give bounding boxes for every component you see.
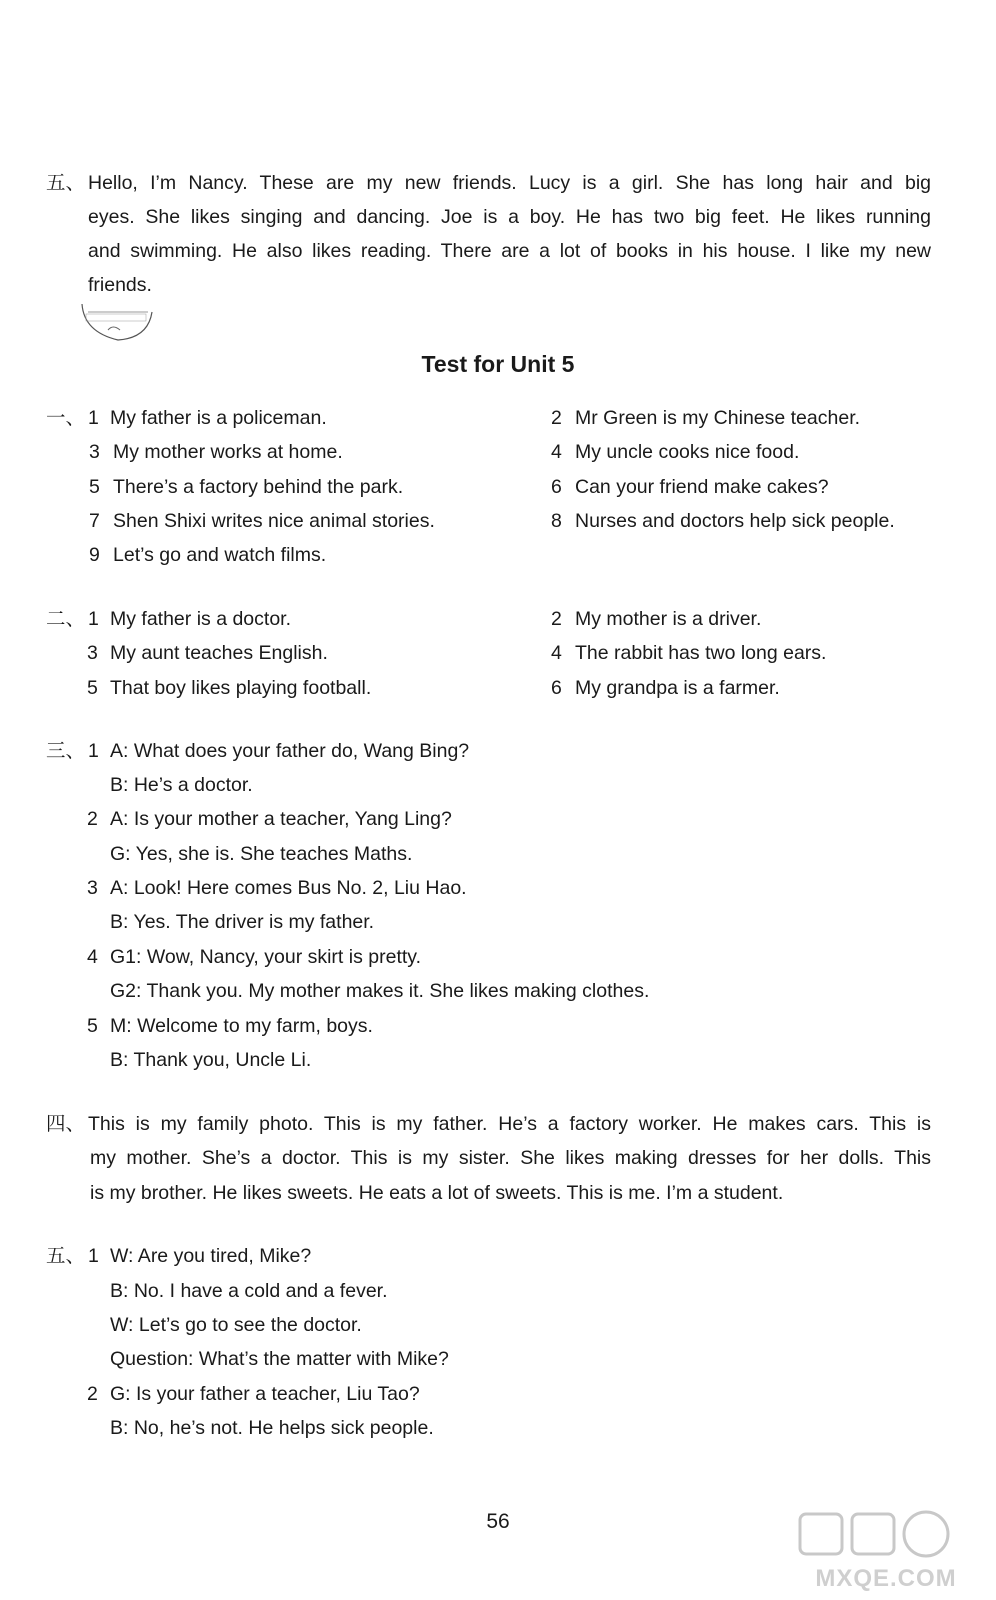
item-number: 1 xyxy=(88,608,99,630)
item-number: 1 xyxy=(88,407,99,429)
item-number: 4 xyxy=(87,946,98,968)
dialogue-line: M: Welcome to my farm, boys. xyxy=(110,1015,373,1037)
item-text: Mr Green is my Chinese teacher. xyxy=(575,407,861,429)
dialogue-line: G1: Wow, Nancy, your skirt is pretty. xyxy=(110,946,422,968)
item-number: 9 xyxy=(89,544,100,566)
passage-line: is my brother. He likes sweets. He eats a lot of sweets. This is me. I’m a student. xyxy=(90,1182,784,1204)
dialogue-line: B: Thank you, Uncle Li. xyxy=(110,1049,312,1071)
passage-line: Hello, I’m Nancy. These are my new friends. Lucy is a girl. She has long hair and big xyxy=(88,172,931,194)
item-number: 5 xyxy=(87,1015,98,1037)
dialogue-line: A: What does your father do, Wang Bing? xyxy=(110,740,470,762)
item-number: 6 xyxy=(551,476,562,498)
item-number: 1 xyxy=(88,740,99,762)
item-number: 3 xyxy=(87,877,98,899)
item-number: 5 xyxy=(89,476,100,498)
dialogue-line: Question: What’s the matter with Mike? xyxy=(110,1348,449,1370)
section-marker: 五、 xyxy=(46,1245,86,1267)
dialogue-line: B: No. I have a cold and a fever. xyxy=(110,1280,388,1302)
item-number: 6 xyxy=(551,677,562,699)
item-text: My father is a doctor. xyxy=(110,608,291,630)
passage-line: friends. xyxy=(88,274,152,296)
section-marker: 四、 xyxy=(46,1113,86,1135)
dialogue-line: A: Look! Here comes Bus No. 2, Liu Hao. xyxy=(110,877,467,899)
item-text: My mother works at home. xyxy=(113,441,343,463)
dialogue-line: W: Let’s go to see the doctor. xyxy=(110,1314,362,1336)
item-number: 7 xyxy=(89,510,100,532)
item-text: My father is a policeman. xyxy=(110,407,327,429)
dialogue-line: B: No, he’s not. He helps sick people. xyxy=(110,1417,434,1439)
item-number: 2 xyxy=(87,808,98,830)
item-number: 3 xyxy=(87,642,98,664)
passage-line: and swimming. He also likes reading. There are a lot of books in his house. I like my new xyxy=(88,240,931,262)
item-text: The rabbit has two long ears. xyxy=(575,642,827,664)
dialogue-line: B: Yes. The driver is my father. xyxy=(110,911,375,933)
item-number: 4 xyxy=(551,441,562,463)
item-text: Shen Shixi writes nice animal stories. xyxy=(113,510,435,532)
item-number: 8 xyxy=(551,510,562,532)
page-number: 56 xyxy=(486,1510,510,1533)
item-text: Nurses and doctors help sick people. xyxy=(575,510,895,532)
section-marker: 一、 xyxy=(46,407,86,429)
item-text: There’s a factory behind the park. xyxy=(113,476,404,498)
dialogue-line: B: He’s a doctor. xyxy=(110,774,253,796)
item-text: My mother is a driver. xyxy=(575,608,762,630)
item-number: 1 xyxy=(88,1245,99,1267)
dialogue-line: W: Are you tired, Mike? xyxy=(110,1245,312,1267)
passage-line: This is my family photo. This is my father. He’s a factory worker. He makes cars. This is xyxy=(88,1113,931,1135)
item-number: 3 xyxy=(89,441,100,463)
item-text: Let’s go and watch films. xyxy=(113,544,327,566)
section-marker: 五、 xyxy=(46,172,86,194)
section-marker: 三、 xyxy=(46,740,86,762)
dialogue-line: A: Is your mother a teacher, Yang Ling? xyxy=(110,808,452,830)
dialogue-line: G2: Thank you. My mother makes it. She likes making clothes. xyxy=(110,980,650,1002)
item-number: 5 xyxy=(87,677,98,699)
item-text: My uncle cooks nice food. xyxy=(575,441,800,463)
item-number: 2 xyxy=(87,1383,98,1405)
stamp-graphic xyxy=(78,282,156,348)
svg-text:MXQE.COM: MXQE.COM xyxy=(815,1565,957,1592)
item-number: 4 xyxy=(551,642,562,664)
item-number: 2 xyxy=(551,608,562,630)
item-number: 2 xyxy=(551,407,562,429)
dialogue-line: G: Is your father a teacher, Liu Tao? xyxy=(110,1383,420,1405)
item-text: My aunt teaches English. xyxy=(110,642,328,664)
section-marker: 二、 xyxy=(46,608,86,630)
item-text: Can your friend make cakes? xyxy=(575,476,829,498)
dialogue-line: G: Yes, she is. She teaches Maths. xyxy=(110,843,413,865)
passage-line: eyes. She likes singing and dancing. Joe is a boy. He has two big feet. He likes running xyxy=(88,206,931,228)
watermark-logo xyxy=(786,1506,986,1596)
item-text: My grandpa is a farmer. xyxy=(575,677,780,699)
page-title: Test for Unit 5 xyxy=(421,351,575,377)
passage-line: my mother. She’s a doctor. This is my sister. She likes making dresses for her dolls. This xyxy=(90,1147,931,1169)
item-text: That boy likes playing football. xyxy=(110,677,372,699)
